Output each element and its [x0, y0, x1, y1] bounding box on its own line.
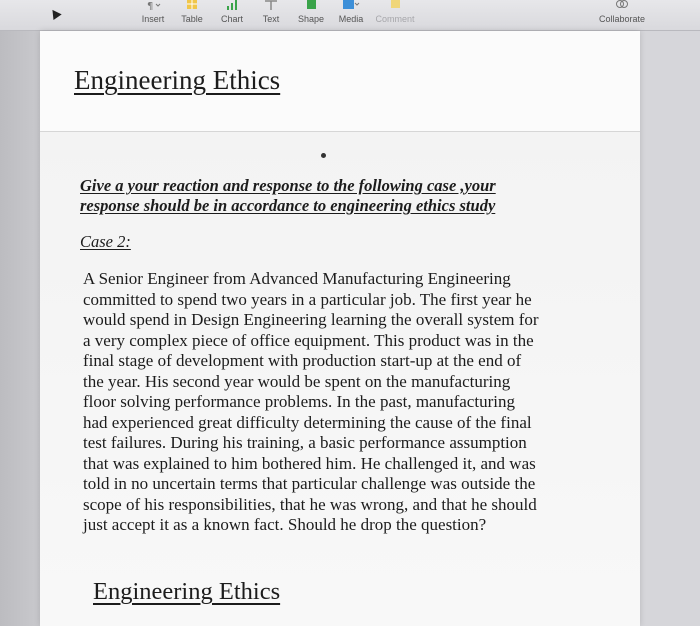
comment-button[interactable]	[372, 0, 418, 30]
document-page[interactable]	[40, 31, 640, 626]
media-button[interactable]	[334, 0, 368, 30]
paragraph-line: told in no uncertain terms that particular challenge was outside the	[83, 474, 536, 493]
collaborate-label: Collaborate	[598, 14, 646, 24]
text-label: Text	[262, 14, 280, 24]
chart-icon	[223, 0, 241, 10]
comment-label: Comment	[375, 14, 415, 24]
media-label: Media	[338, 14, 364, 24]
shape-icon	[302, 0, 320, 10]
assignment-prompt: Give a your reaction and response to the following case ,your response should be in accordance to engineering ethics study	[80, 176, 496, 215]
case-paragraph	[83, 269, 583, 536]
paragraph-line: would spend in Design Engineering learning the overall system for	[83, 310, 539, 329]
paragraph-icon	[144, 0, 162, 10]
paragraph-line: that was explained to him bothered him. He challenged it, and was	[83, 453, 536, 473]
shape-label: Shape	[297, 14, 325, 24]
table-button[interactable]	[176, 0, 208, 30]
paragraph-line: a very complex piece of office equipment. This product was in the	[83, 330, 534, 350]
toolbar	[0, 0, 700, 31]
collaborate-button[interactable]	[594, 0, 650, 30]
chart-button[interactable]	[216, 0, 248, 30]
paragraph-line: scope of his responsibilities, that he was wrong, and that he should	[83, 494, 537, 514]
shape-button[interactable]	[294, 0, 328, 30]
table-icon	[183, 0, 201, 10]
insert-button[interactable]	[135, 0, 171, 30]
table-label: Table	[181, 14, 203, 24]
paragraph-line: had experienced great difficulty determining the cause of the final	[83, 412, 532, 432]
paragraph-line: the year. His second year would be spent on the manufacturing	[83, 371, 511, 391]
media-icon	[342, 0, 360, 10]
paragraph-line: committed to spend two years in a particular job. The first year he	[83, 289, 532, 309]
comment-icon	[386, 0, 404, 10]
paragraph-line: test failures. During his training, a basic performance assumption	[83, 433, 527, 452]
chart-label: Chart	[220, 14, 244, 24]
collaborate-icon	[613, 0, 631, 10]
text-icon	[262, 0, 280, 10]
svg-text:¶: ¶	[147, 1, 154, 10]
section-title-repeat: Engineering Ethics	[93, 578, 281, 605]
case-label: Case 2:	[80, 232, 131, 251]
paragraph-line: just accept it as a known fact. Should he drop the question?	[83, 515, 487, 534]
document-title: Engineering Ethics	[74, 65, 281, 95]
paragraph-line: floor solving performance problems. In the past, manufacturing	[83, 392, 515, 411]
paragraph-line: final stage of development with production start-up at the end of	[83, 351, 522, 370]
text-button[interactable]	[257, 0, 285, 30]
insert-label: Insert	[141, 14, 165, 24]
pointer-cursor-icon	[48, 7, 61, 20]
bullet-dot	[321, 153, 326, 158]
paragraph-line: A Senior Engineer from Advanced Manufacturing Engineering	[83, 269, 511, 288]
